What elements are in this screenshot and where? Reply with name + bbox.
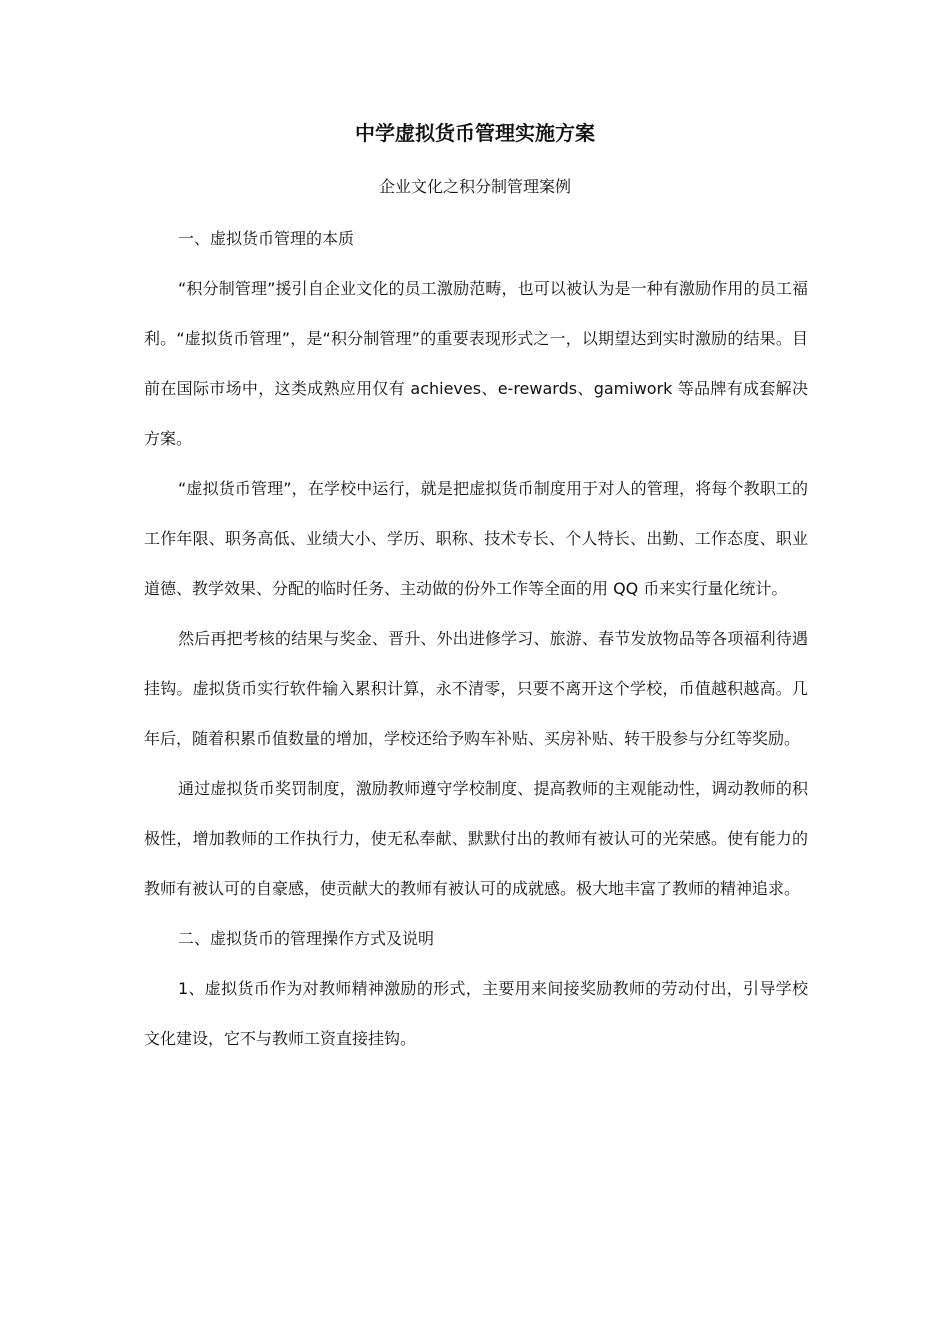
paragraph-3: 然后再把考核的结果与奖金、晋升、外出进修学习、旅游、春节发放物品等各项福利待遇挂钩。虚拟货币实行软件输入累积计算，永不清零，只要不离开这个学校，币值越积越高。几年后，随着积累币值数量的增加，学校还给予购车补贴、买房补贴、转干股参与分红等奖励。 (144, 629, 808, 748)
paragraph-1: “积分制管理”援引自企业文化的员工激励范畴，也可以被认为是一种有激励作用的员工福利。“虚拟货币管理”，是“积分制管理”的重要表现形式之一，以期望达到实时激励的结果。目前在国际市场中，这类成熟应用仅有 achieves、e-rewards、gamiwork 等品牌有成套解决方案。 (144, 279, 808, 448)
section-heading-1: 一、虚拟货币管理的本质 (178, 229, 355, 248)
document-title: 中学虚拟货币管理实施方案 (355, 121, 595, 145)
paragraph-5: 1、虚拟货币作为对教师精神激励的形式，主要用来间接奖励教师的劳动付出，引导学校文化建设，它不与教师工资直接挂钩。 (144, 979, 808, 1048)
document-body (144, 224, 808, 1074)
paragraph-4: 通过虚拟货币奖罚制度，激励教师遵守学校制度、提高教师的主观能动性，调动教师的积极性，增加教师的工作执行力，使无私奉献、默默付出的教师有被认可的光荣感。使有能力的教师有被认可的自豪感，使贡献大的教师有被认可的成就感。极大地丰富了教师的精神追求。 (144, 779, 808, 898)
document-subtitle: 企业文化之积分制管理案例 (378, 177, 571, 196)
section-heading-2: 二、虚拟货币的管理操作方式及说明 (178, 929, 435, 948)
paragraph-2: “虚拟货币管理”，在学校中运行，就是把虚拟货币制度用于对人的管理，将每个教职工的工作年限、职务高低、业绩大小、学历、职称、技术专长、个人特长、出勤、工作态度、职业道德、教学效果、分配的临时任务、主动做的份外工作等全面的用 QQ 币来实行量化统计。 (144, 479, 808, 598)
